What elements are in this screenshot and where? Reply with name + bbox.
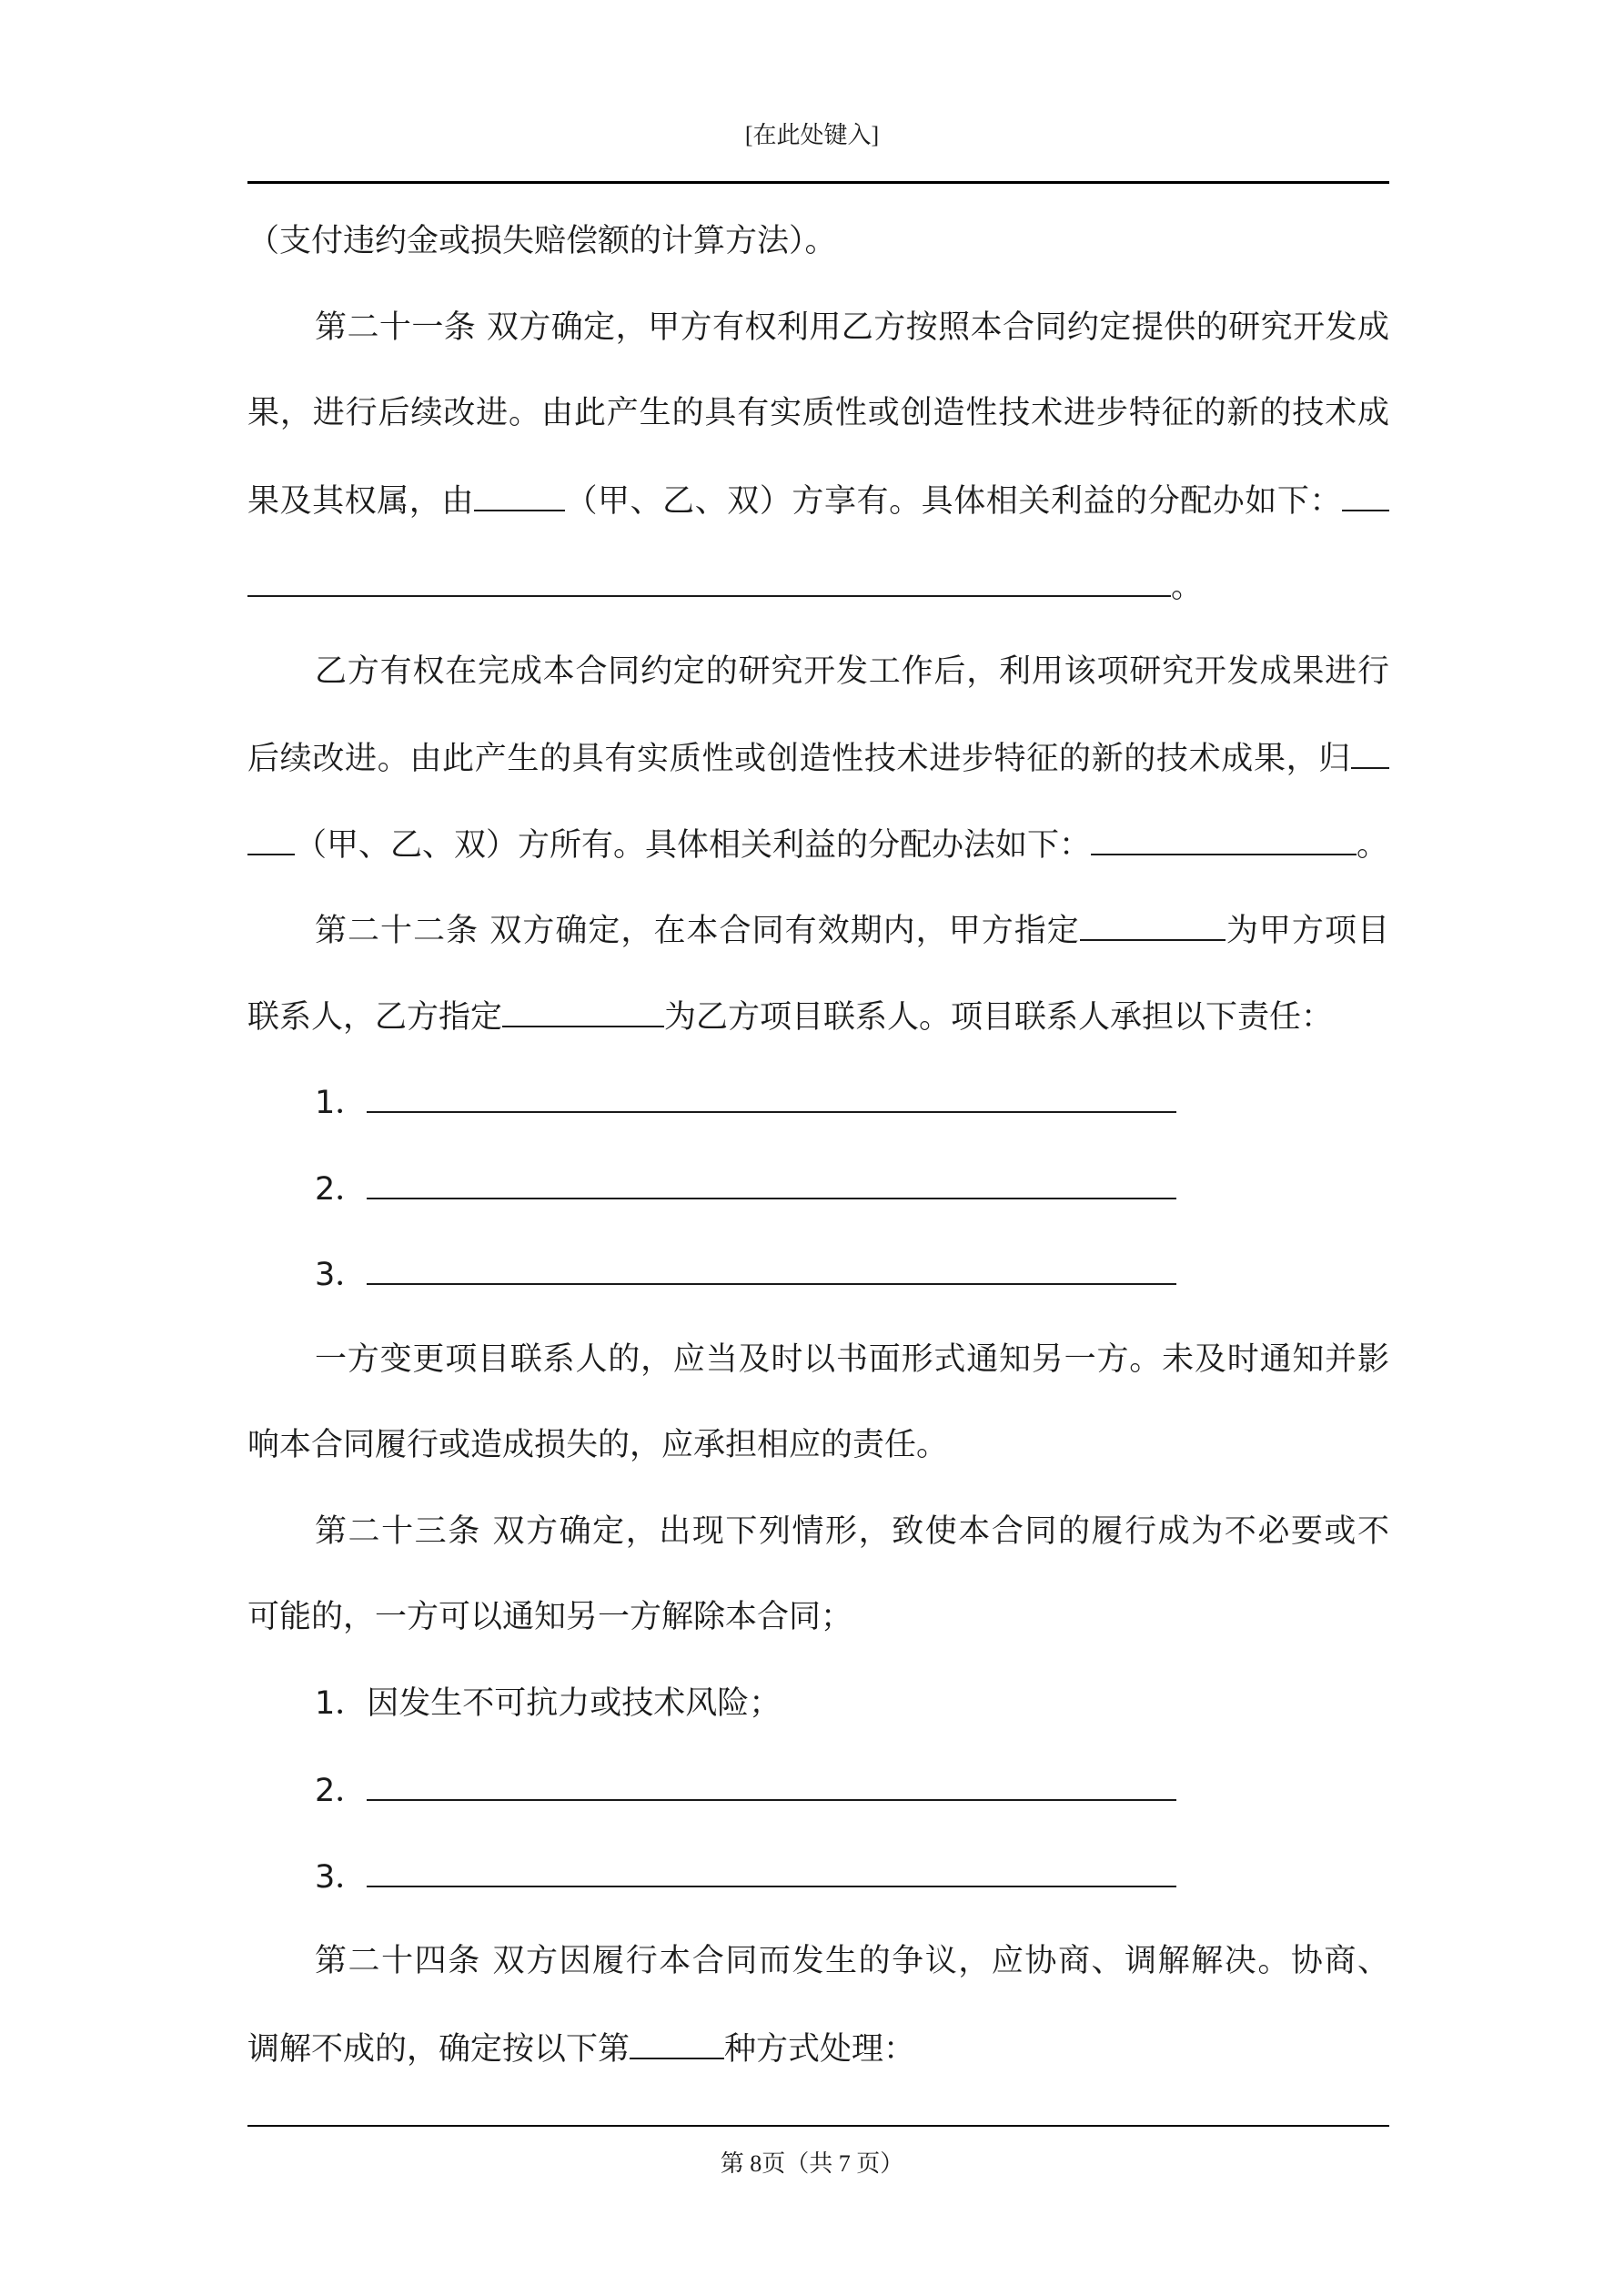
text-line bbox=[247, 1337, 1389, 1382]
fill-in-blank[interactable] bbox=[1080, 906, 1226, 941]
text-line bbox=[247, 1681, 1389, 1726]
line-text: 第二十一条 双方确定，甲方有权利用乙方按照本合同约定提供的研究开发成 bbox=[315, 308, 1389, 346]
line-text: 果，进行后续改进。由此产生的具有实质性或创造性技术进步特征的新的技术成 bbox=[247, 395, 1389, 431]
line-text: 响本合同履行或造成损失的，应承担相应的责任。 bbox=[247, 1427, 949, 1463]
line-text: 第二十四条 双方因履行本合同而发生的争议，应协商、调解解决。协商、 bbox=[315, 1943, 1389, 1979]
fill-in-blank[interactable] bbox=[474, 477, 565, 511]
line-text: 一方变更项目联系人的，应当及时以书面形式通知另一方。未及时通知并影 bbox=[315, 1340, 1389, 1378]
text-line bbox=[247, 906, 1389, 952]
fill-in-blank[interactable] bbox=[1342, 477, 1389, 511]
fill-in-blank[interactable] bbox=[1091, 821, 1357, 855]
fill-in-blank[interactable] bbox=[247, 821, 295, 855]
text-line bbox=[247, 390, 1389, 436]
line-text: 为乙方项目联系人。项目联系人承担以下责任： bbox=[664, 998, 1334, 1036]
fill-in-blank[interactable] bbox=[367, 1078, 1176, 1113]
text-line bbox=[247, 305, 1389, 350]
fill-in-blank[interactable] bbox=[367, 1766, 1176, 1801]
footer-rule bbox=[247, 2125, 1389, 2127]
fill-in-blank[interactable] bbox=[630, 2025, 724, 2059]
text-line bbox=[247, 821, 1389, 866]
text-line bbox=[247, 1078, 1389, 1124]
text-line bbox=[247, 1594, 1389, 1640]
fill-in-blank[interactable] bbox=[247, 562, 1171, 597]
fill-in-blank[interactable] bbox=[367, 1250, 1176, 1285]
line-text: 1． bbox=[315, 1085, 368, 1121]
text-line bbox=[247, 1938, 1389, 1984]
line-text: 2． bbox=[315, 1170, 368, 1208]
text-line bbox=[247, 477, 1389, 522]
text-line bbox=[247, 649, 1389, 694]
fill-in-blank[interactable] bbox=[367, 1165, 1176, 1199]
text-line bbox=[247, 2025, 1389, 2070]
text-line bbox=[247, 1853, 1389, 1898]
text-line bbox=[247, 1766, 1389, 1812]
line-text: （支付违约金或损失赔偿额的计算方法）。 bbox=[247, 223, 837, 259]
fill-in-blank[interactable] bbox=[1351, 734, 1389, 769]
line-text: 1．因发生不可抗力或技术风险； bbox=[315, 1684, 782, 1722]
line-text: 第二十三条 双方确定，出现下列情形，致使本合同的履行成为不必要或不 bbox=[315, 1512, 1389, 1550]
fill-in-blank[interactable] bbox=[367, 1853, 1176, 1887]
fill-in-blank[interactable] bbox=[502, 993, 664, 1027]
line-text: 果及其权属，由 bbox=[247, 482, 474, 520]
text-line bbox=[247, 1509, 1389, 1554]
text-line bbox=[247, 993, 1389, 1038]
line-text: 调解不成的，确定按以下第 bbox=[247, 2030, 630, 2068]
line-text: （甲、乙、双）方享有。具体相关利益的分配办如下： bbox=[564, 482, 1342, 520]
text-line bbox=[247, 1165, 1389, 1210]
line-text: 3． bbox=[315, 1257, 368, 1293]
line-text: 3． bbox=[315, 1858, 368, 1896]
text-line bbox=[247, 1422, 1389, 1468]
line-text: 后续改进。由此产生的具有实质性或创造性技术进步特征的新的技术成果，归 bbox=[247, 741, 1351, 777]
line-text: （甲、乙、双）方所有。具体相关利益的分配办法如下： bbox=[295, 826, 1092, 864]
line-text: 可能的，一方可以通知另一方解除本合同； bbox=[247, 1599, 853, 1635]
text-line bbox=[247, 734, 1389, 780]
line-text: 联系人，乙方指定 bbox=[247, 998, 503, 1036]
text-line bbox=[247, 218, 1389, 264]
text-line bbox=[247, 562, 1389, 608]
line-text: 种方式处理： bbox=[724, 2030, 916, 2068]
line-text: 。 bbox=[1357, 826, 1389, 864]
header-placeholder-text[interactable]: [在此处键入] bbox=[744, 122, 880, 148]
text-line bbox=[247, 1250, 1389, 1296]
header-rule bbox=[247, 181, 1389, 184]
line-text: 2． bbox=[315, 1773, 368, 1809]
line-text: 为甲方项目 bbox=[1225, 913, 1389, 949]
line-text: 。 bbox=[1171, 569, 1204, 605]
line-text: 第二十二条 双方确定，在本合同有效期内，甲方指定 bbox=[315, 913, 1080, 949]
page-number: 第 8页（共 7 页） bbox=[720, 2150, 904, 2177]
line-text: 乙方有权在完成本合同约定的研究开发工作后，利用该项研究开发成果进行 bbox=[315, 652, 1389, 690]
